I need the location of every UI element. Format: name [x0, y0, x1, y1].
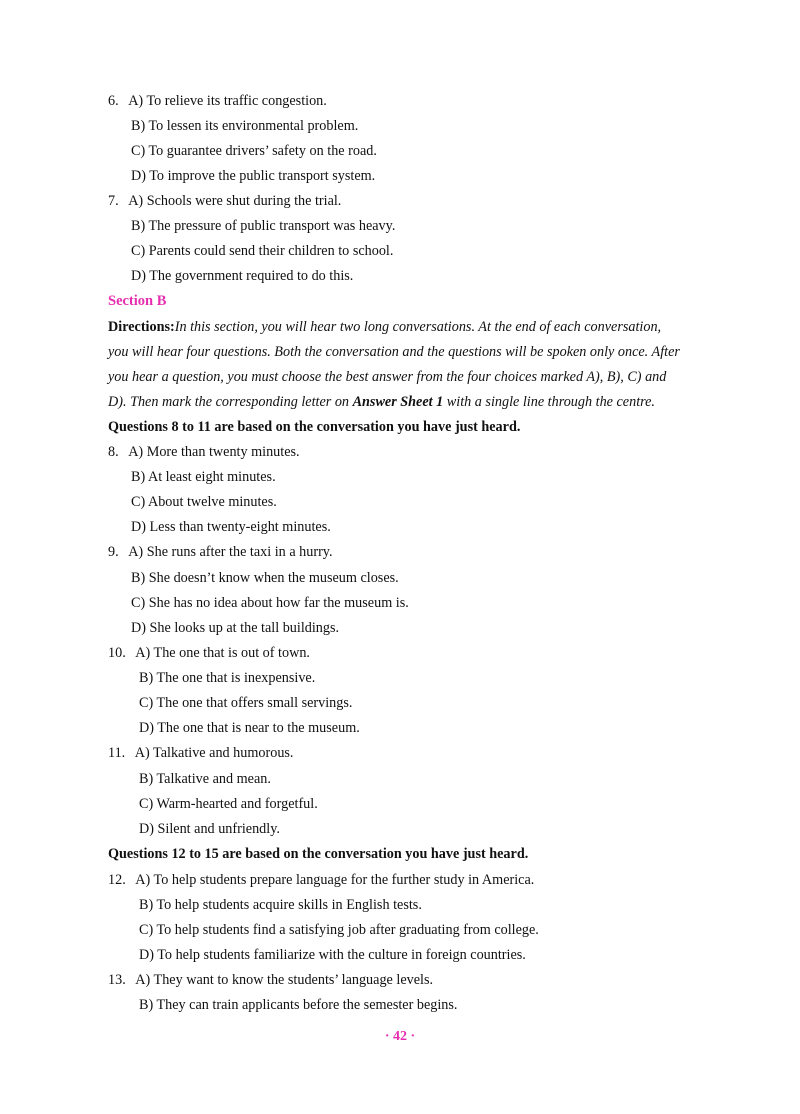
question-number: 6. [108, 93, 119, 109]
directions-line-4 [108, 393, 655, 411]
question-12 [108, 871, 534, 889]
option: A) Schools were shut during the trial. [128, 193, 342, 209]
option: C) Warm-hearted and forgetful. [139, 796, 318, 812]
question-9 [108, 543, 333, 561]
option: A) More than twenty minutes. [128, 444, 300, 460]
option: B) The pressure of public transport was heavy. [131, 218, 396, 234]
option: A) To help students prepare language for the further study in America. [135, 872, 535, 888]
question-13 [108, 971, 433, 989]
question-number: 8. [108, 444, 119, 460]
directions-text: D). Then mark the corresponding letter on [108, 394, 353, 410]
questions-heading: Questions 8 to 11 are based on the conversation you have just heard. [108, 419, 521, 435]
option: A) She runs after the taxi in a hurry. [128, 544, 333, 560]
option: B) She doesn’t know when the museum closes. [131, 570, 399, 586]
option: D) She looks up at the tall buildings. [131, 620, 340, 636]
option: B) The one that is inexpensive. [139, 670, 316, 686]
questions-heading: Questions 12 to 15 are based on the conversation you have just heard. [108, 846, 529, 862]
option: C) Parents could send their children to school. [131, 243, 394, 259]
option: C) The one that offers small servings. [139, 695, 353, 711]
directions-line-1 [108, 318, 661, 336]
option: C) To guarantee drivers’ safety on the road. [131, 143, 377, 159]
option: C) To help students find a satisfying job after graduating from college. [139, 922, 539, 938]
question-number: 10. [108, 645, 126, 661]
option: D) The government required to do this. [131, 268, 354, 284]
question-8 [108, 443, 300, 461]
page-number: · 42 · [384, 1029, 416, 1044]
option: B) At least eight minutes. [131, 469, 276, 485]
question-number: 13. [108, 972, 126, 988]
option: A) To relieve its traffic congestion. [128, 93, 327, 109]
option: D) The one that is near to the museum. [139, 720, 360, 736]
option: D) Less than twenty-eight minutes. [131, 519, 331, 535]
question-7 [108, 192, 341, 210]
option: A) The one that is out of town. [135, 645, 310, 661]
option: B) They can train applicants before the semester begins. [139, 997, 458, 1013]
option: D) To improve the public transport system. [131, 168, 376, 184]
question-6 [108, 92, 327, 110]
question-number: 12. [108, 872, 126, 888]
option: D) To help students familiarize with the culture in foreign countries. [139, 947, 526, 963]
option: D) Silent and unfriendly. [139, 821, 280, 837]
question-11 [108, 744, 293, 762]
directions-text: In this section, you will hear two long conversations. At the end of each conversation, [174, 319, 662, 335]
option: B) To help students acquire skills in English tests. [139, 897, 422, 913]
option: B) To lessen its environmental problem. [131, 118, 359, 134]
section-title: Section B [108, 293, 167, 309]
answer-sheet-label: Answer Sheet 1 [352, 394, 444, 410]
directions-text: with a single line through the centre. [443, 394, 655, 410]
question-number: 11. [108, 745, 126, 761]
question-number: 7. [108, 193, 119, 209]
option: C) She has no idea about how far the museum is. [131, 595, 409, 611]
directions-label: Directions: [108, 319, 175, 335]
option: A) Talkative and humorous. [134, 745, 294, 761]
question-10 [108, 644, 310, 662]
question-number: 9. [108, 544, 119, 560]
option: C) About twelve minutes. [131, 494, 277, 510]
directions-line-2: you will hear four questions. Both the conversation and the questions will be spoken only once. After [108, 344, 680, 360]
option: B) Talkative and mean. [139, 771, 271, 787]
option: A) They want to know the students’ language levels. [135, 972, 434, 988]
directions-line-3: you hear a question, you must choose the best answer from the four choices marked A), B), C) and [108, 369, 667, 385]
